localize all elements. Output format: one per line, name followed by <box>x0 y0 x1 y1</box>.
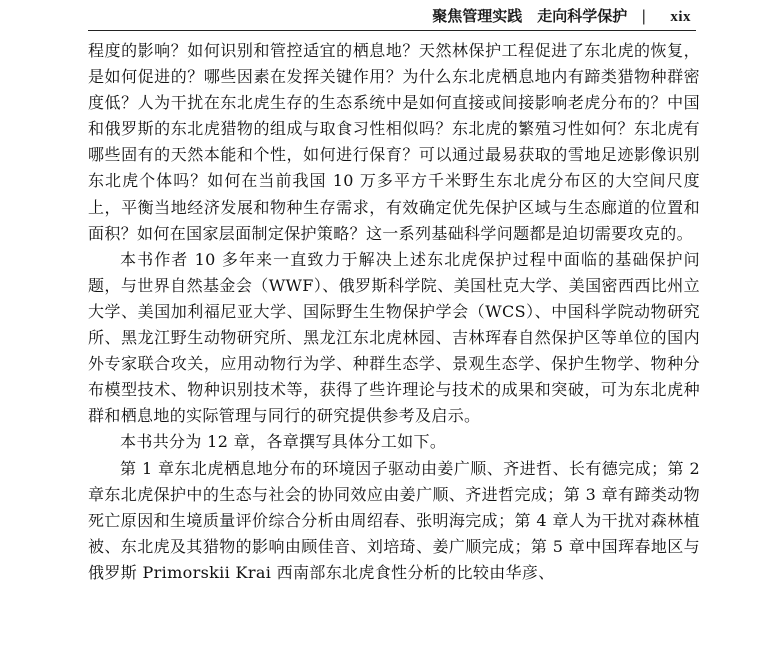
body-text <box>88 38 700 586</box>
header-separator: | <box>641 7 647 25</box>
paragraph-4: 第 1 章东北虎栖息地分布的环境因子驱动由姜广顺、齐进哲、长有德完成；第 2 章东北虎保护中的生态与社会的协同效应由姜广顺、齐进哲完成；第 3 章有蹄类动物死亡原因和生境质量评价综合分析由周绍春、张明海完成；第 4 章人为干扰对森林植被、东北虎及其猎物的影响由顾佳音、刘培琦、姜广顺完成；第 5 章中国珲春地区与俄罗斯 Primorskii Krai 西南部东北虎食性分析的比较由华彦、 <box>88 458 700 582</box>
paragraph-2: 本书作者 10 多年来一直致力于解决上述东北虎保护过程中面临的基础保护问题，与世界自然基金会（WWF）、俄罗斯科学院、美国杜克大学、美国密西西比州立大学、美国加利福尼亚大学、国际野生生物保护学会（WCS）、中国科学院动物研究所、黑龙江野生动物研究所、黑龙江东北虎林园、吉林珲春自然保护区等单位的国内外专家联合攻关，应用动物行为学、种群生态学、景观生态学、保护生物学、物种分布模型技术、物种识别技术等，获得了些许理论与技术的成果和突破，可为东北虎种群和栖息地的实际管理与同行的研究提供参考及启示。 <box>88 249 700 426</box>
header-rule <box>88 30 696 31</box>
page-number: xix <box>670 9 691 25</box>
book-title: 聚焦管理实践 走向科学保护 <box>432 7 628 25</box>
paragraph-1: 程度的影响？如何识别和管控适宜的栖息地？天然林保护工程促进了东北虎的恢复，是如何促进的？哪些因素在发挥关键作用？为什么东北虎栖息地内有蹄类猎物种群密度低？人为干扰在东北虎生存的生态系统中是如何直接或间接影响老虎分布的？中国和俄罗斯的东北虎猎物的组成与取食习性相似吗？东北虎的繁殖习性如何？东北虎有哪些固有的天然本能和个性，如何进行保育？可以通过最易获取的雪地足迹影像识别东北虎个体吗？如何在当前我国 10 万多平方千米野生东北虎分布区的大空间尺度上，平衡当地经济发展和物种生存需求，有效确定优先保护区域与生态廊道的位置和面积？如何在国家层面制定保护策略？这一系列基础科学问题都是迫切需要攻克的。 <box>88 41 700 243</box>
running-header <box>432 6 691 27</box>
paragraph-3: 本书共分为 12 章，各章撰写具体分工如下。 <box>120 432 447 452</box>
